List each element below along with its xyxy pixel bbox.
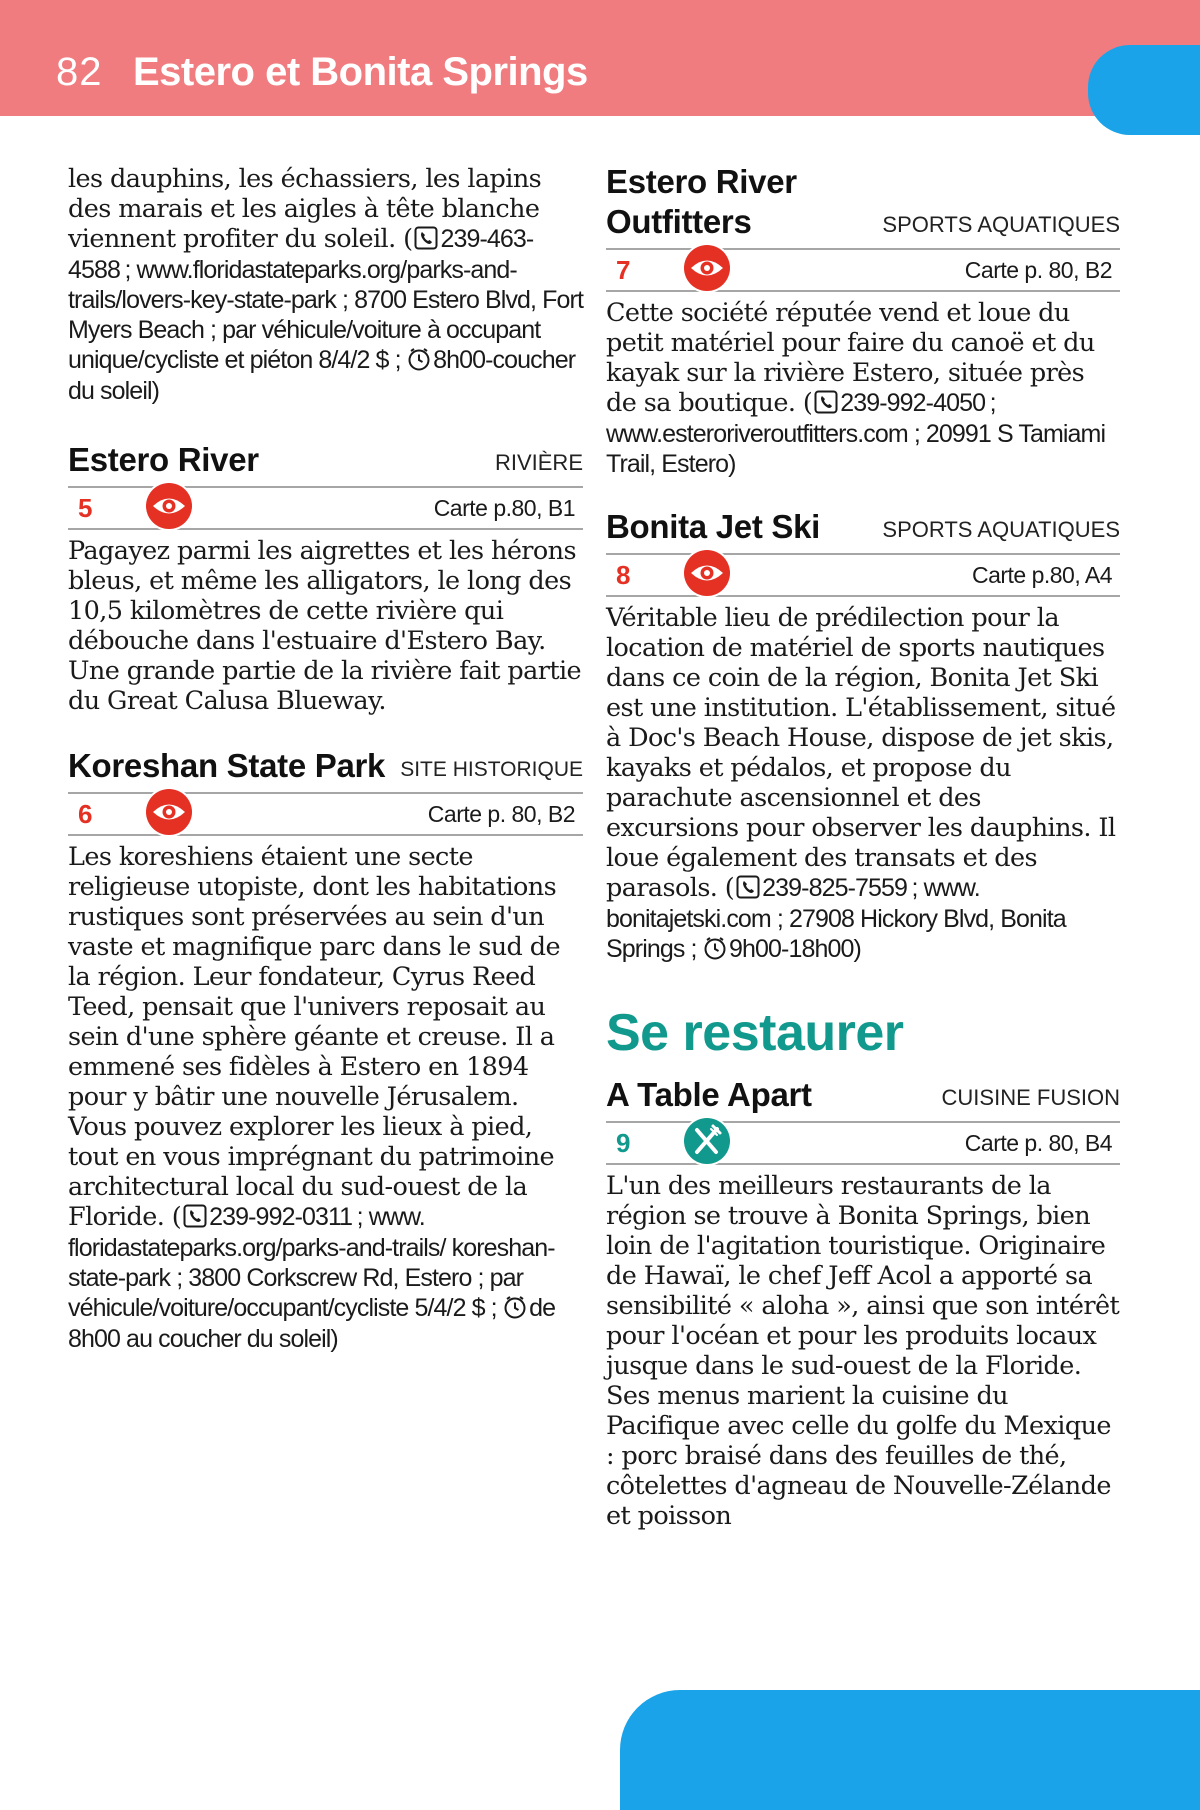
entry-category: CUISINE FUSION	[941, 1085, 1120, 1110]
entry-body: Cette société réputée vend et loue du petit matériel pour faire du canoë et du kayak sur la rivière Estero, située près de sa boutique. (	[606, 298, 1095, 418]
entry-name: Koreshan State Park	[68, 747, 386, 784]
phone-icon	[183, 1204, 207, 1233]
entry-body: Les koreshiens étaient une secte religieuse utopiste, dont les habitations rustiques sont préservées au sein d'un vaste et magnifique parc dans le sud de la région. Leur fondateur, Cyrus Reed Teed, pensait que l'univers reposait au sein d'une sphère géante et creuse. Il a emmené ses fidèles à Estero en 1894 pour y bâtir une nouvelle Jérusalem. Vous pouvez explorer les lieux à pied, tout en vous imprégnant du patrimoine architectural local du sud-ouest de la Floride. (	[68, 842, 560, 1232]
entry-details: ; www. bonitajetski.com ; 27908 Hickory Blvd, Bonita Springs ;	[606, 874, 1066, 963]
entry-number: 8	[616, 560, 631, 590]
entry-number: 9	[616, 1128, 631, 1158]
phone-icon	[736, 875, 760, 904]
entry-hours: de 8h00 au coucher du soleil)	[68, 1294, 556, 1353]
section-title: Se restaurer	[606, 1004, 904, 1062]
intro-details: ; www.floridastateparks.org/parks-and-trails/lovers-key-state-park ; 8700 Estero Blvd, Fort Myers Beach ; par véhicule/voiture à occupant unique/cycliste et piéton 8/4/2 $ ;	[68, 256, 583, 374]
phone-icon	[414, 226, 438, 255]
entry-category: RIVIÈRE	[494, 450, 583, 475]
sight-eye-icon	[682, 243, 732, 293]
entry-map-ref: Carte p. 80, B2	[427, 801, 575, 827]
entry-name	[606, 162, 797, 242]
entry-category: SPORTS AQUATIQUES	[882, 212, 1120, 237]
entry-body: Véritable lieu de prédilection pour la location de matériel de sports nautiques dans ce coin de la région, Bonita Jet Ski est une institution. L'établissement, situé à Doc's Beach House, dispose de jet skis, kayaks et pédalos, et propose du parachute ascensionnel et des excursions pour observer les dauphins. Il loue également des transats et des parasols. (	[606, 603, 1116, 903]
right-column	[606, 162, 1120, 1531]
sight-eye-icon	[144, 787, 194, 837]
intro-paragraph: les dauphins, les échassiers, les lapins des marais et les aigles à tête blanche viennent profiter du soleil. ( 239-463-4588 ; www.floridastateparks.org/parks-and-trails/lovers-key-state-park ; 8700 Estero Blvd, Fort Myers Beach ; par véhicule/voiture à occupant unique/cycliste et piéton 8/4/2 $ ; 8h00-coucher du soleil)	[68, 164, 583, 405]
entry-text	[606, 603, 1120, 965]
entry-map-ref: Carte p.80, A4	[971, 562, 1112, 588]
entry-jetski	[606, 507, 1120, 965]
sight-eye-icon	[682, 548, 732, 598]
entry-details: ; www.esteroriveroutfitters.com ; 20991 S Tamiami Trail, Estero)	[606, 389, 1106, 478]
entry-ref-row	[606, 248, 1120, 292]
entry-koreshan	[68, 746, 583, 1354]
intro-hours: 8h00-coucher du soleil)	[68, 346, 576, 405]
intro-body: les dauphins, les échassiers, les lapins des marais et les aigles à tête blanche viennent profiter du soleil.	[68, 164, 542, 254]
entry-phone: 239-992-4050	[840, 389, 986, 417]
entry-estero-river	[68, 440, 583, 716]
entry-ref-row	[68, 486, 583, 530]
clock-icon	[703, 936, 727, 965]
entry-category: SITE HISTORIQUE	[400, 758, 583, 781]
entry-hours: 9h00-18h00)	[729, 935, 861, 963]
entry-name: Estero River	[68, 441, 259, 478]
entry-ref-row	[606, 553, 1120, 597]
clock-icon	[407, 347, 431, 376]
left-column	[68, 160, 583, 1354]
eat-fork-knife-icon	[682, 1116, 732, 1166]
phone-icon	[814, 390, 838, 419]
entry-map-ref: Carte p. 80, B4	[964, 1130, 1112, 1156]
sight-eye-icon	[144, 481, 194, 531]
entry-body: L'un des meilleurs restaurants de la région se trouve à Bonita Springs, bien loin de l'agitation touristique. Originaire de Hawaï, le chef Jeff Acol a apporté sa sensibilité « aloha », ainsi que son intérêt pour l'océan et pour les produits locaux jusque dans le sud-ouest de la Floride. Ses menus marient la cuisine du Pacifique avec celle du golfe du Mexique : porc braisé dans des feuilles de thé, côtelettes d'agneau de Nouvelle-Zélande et poisson	[606, 1171, 1120, 1531]
entry-name-line1: Estero River	[606, 163, 797, 200]
intro-phone: 239-463-4588	[68, 225, 534, 284]
clock-icon	[503, 1295, 527, 1324]
entry-restaurant	[606, 1075, 1120, 1531]
entry-number: 6	[78, 799, 93, 829]
entry-map-ref: Carte p. 80, B2	[964, 257, 1112, 283]
entry-text	[68, 842, 583, 1354]
chapter-tab	[1088, 45, 1200, 135]
entry-ref-row	[68, 792, 583, 836]
entry-body: Pagayez parmi les aigrettes et les hérons bleus, et même les alligators, le long des 10,5 kilomètres de cette rivière qui débouche dans l'estuaire d'Estero Bay. Une grande partie de la rivière fait partie du Great Calusa Blueway.	[68, 536, 582, 716]
entry-category: SPORTS AQUATIQUES	[882, 517, 1120, 542]
entry-number: 7	[616, 255, 631, 285]
entry-map-ref: Carte p.80, B1	[433, 495, 575, 521]
entry-details: ; www. floridastateparks.org/parks-and-trails/ koreshan-state-park ; 3800 Corkscrew Rd, Estero ; par véhicule/voiture/occupant/cycliste 5/4/2 $ ;	[68, 1203, 555, 1322]
corner-tab	[620, 1690, 1200, 1810]
entry-phone: 239-825-7559	[762, 874, 908, 902]
page-number: 82	[56, 50, 103, 94]
entry-name-line2: Outfitters	[606, 203, 752, 240]
entry-phone: 239-992-0311	[209, 1203, 353, 1231]
entry-name: Bonita Jet Ski	[606, 508, 821, 545]
page-header	[0, 0, 1200, 116]
entry-text	[606, 298, 1120, 479]
entry-outfitters	[606, 162, 1120, 479]
page-title: Estero et Bonita Springs	[133, 50, 588, 94]
entry-name: A Table Apart	[606, 1076, 812, 1113]
entry-ref-row	[606, 1121, 1120, 1165]
entry-number: 5	[78, 493, 93, 523]
